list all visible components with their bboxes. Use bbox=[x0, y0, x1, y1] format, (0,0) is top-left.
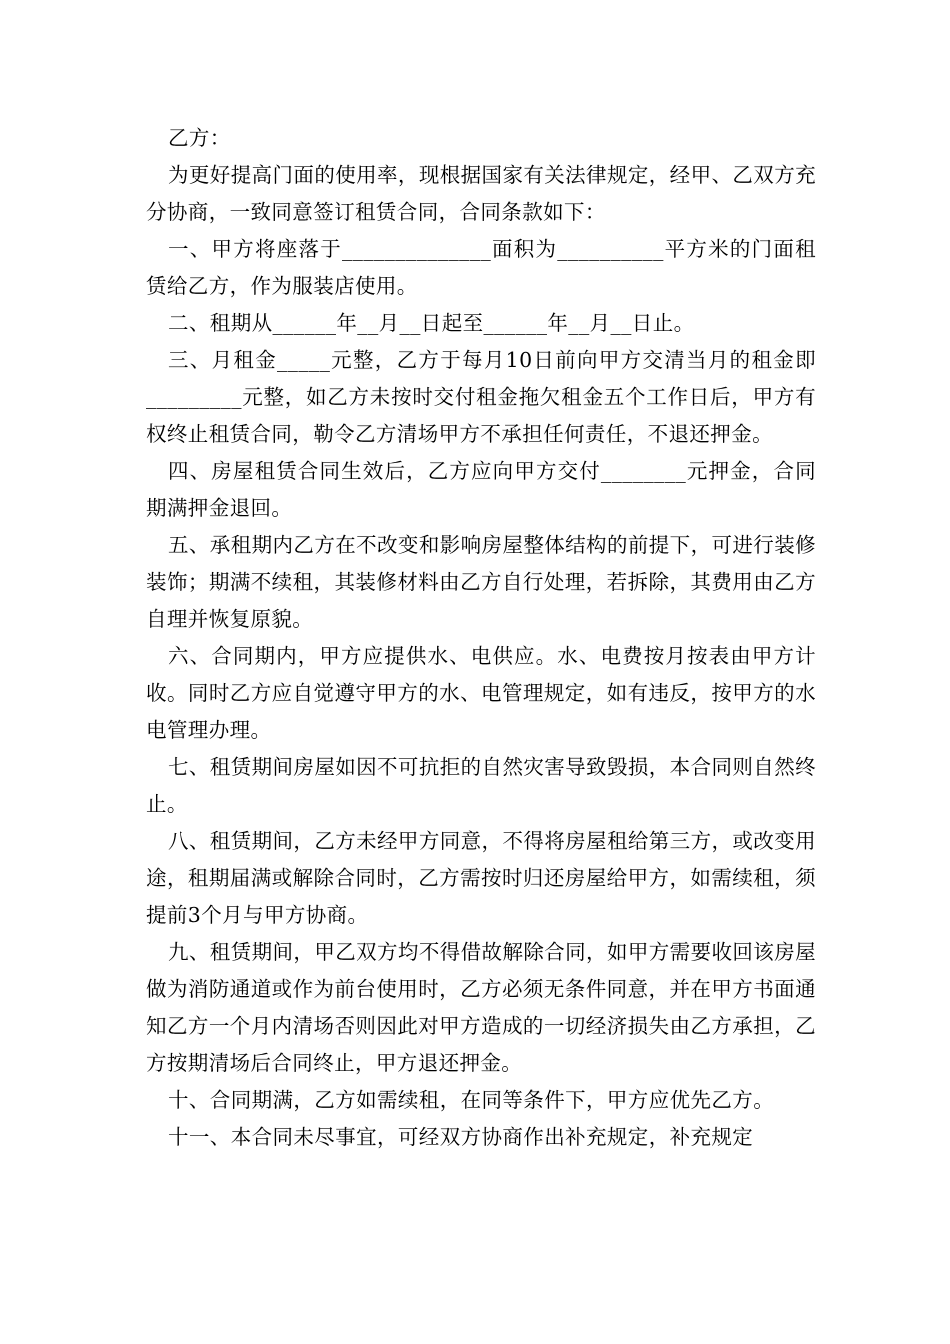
preamble-paragraph: 为更好提高门面的使用率，现根据国家有关法律规定，经甲、乙双方充分协商，一致同意签订租赁合同，合同条款如下： bbox=[146, 163, 816, 224]
clause-5-renovation: 五、承租期内乙方在不改变和影响房屋整体结构的前提下，可进行装修装饰；期满不续租，其装修材料由乙方自行处理，若拆除，其费用由乙方自理并恢复原貌。 bbox=[146, 533, 816, 631]
clause-3-rent: 三、月租金_____元整，乙方于每月10日前向甲方交清当月的租金即_________元整，如乙方未按时交付租金拖欠租金五个工作日后，甲方有权终止租赁合同，勒令乙方清场甲方不承担任何责任，不退还押金。 bbox=[146, 348, 816, 446]
clause-9-termination: 九、租赁期间，甲乙双方均不得借故解除合同，如甲方需要收回该房屋做为消防通道或作为前台使用时，乙方必须无条件同意，并在甲方书面通知乙方一个月内清场否则因此对甲方造成的一切经济损失由乙方承担，乙方按期清场后合同终止，甲方退还押金。 bbox=[146, 940, 816, 1075]
clause-11-supplement: 十一、本合同未尽事宜，可经双方协商作出补充规定，补充规定 bbox=[168, 1125, 754, 1149]
clause-2-term: 二、租期从______年__月__日起至______年__月__日止。 bbox=[168, 311, 695, 335]
clause-10-renewal: 十、合同期满，乙方如需续租，在同等条件下，甲方应优先乙方。 bbox=[168, 1088, 775, 1112]
contract-body bbox=[146, 120, 816, 1156]
clause-1-location: 一、甲方将座落于______________面积为__________平方米的门面租赁给乙方，作为服装店使用。 bbox=[146, 237, 816, 298]
clause-7-force-majeure: 七、租赁期间房屋如因不可抗拒的自然灾害导致毁损，本合同则自然终止。 bbox=[146, 755, 816, 816]
clause-6-utilities: 六、合同期内，甲方应提供水、电供应。水、电费按月按表由甲方计收。同时乙方应自觉遵守甲方的水、电管理规定，如有违反，按甲方的水电管理办理。 bbox=[146, 644, 816, 742]
clause-8-sublease: 八、租赁期间，乙方未经甲方同意，不得将房屋租给第三方，或改变用途，租期届满或解除合同时，乙方需按时归还房屋给甲方，如需续租，须提前3个月与甲方协商。 bbox=[146, 829, 816, 927]
clause-4-deposit: 四、房屋租赁合同生效后，乙方应向甲方交付________元押金，合同期满押金退回。 bbox=[146, 459, 816, 520]
party-b-line: 乙方： bbox=[168, 126, 231, 150]
